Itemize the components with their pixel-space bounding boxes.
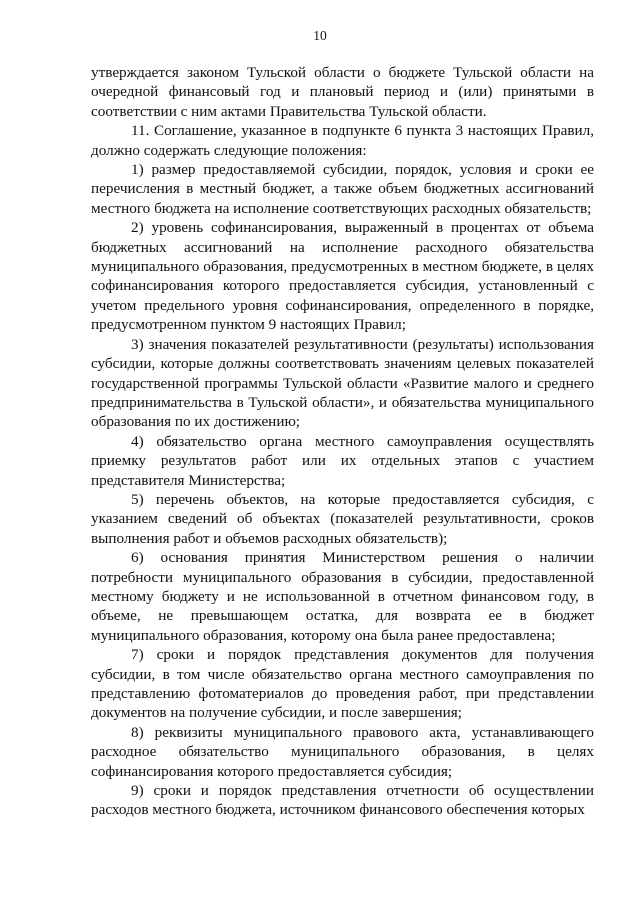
paragraph-item-8: 8) реквизиты муниципального правового акта, устанавливающего расходное обязательство муниципального образования, в целях софинансирования которого предоставляется субсидия; bbox=[91, 723, 594, 780]
paragraph-item-9: 9) сроки и порядок представления отчетности об осуществлении расходов местного бюджета, источником финансового обеспечения которых bbox=[91, 782, 594, 819]
paragraph-item-1: 1) размер предоставляемой субсидии, порядок, условия и сроки ее перечисления в местный бюджет, а также объем бюджетных ассигнований местного бюджета на исполнение соответствующих расходных обязательств; bbox=[91, 161, 594, 217]
paragraph-item-4: 4) обязательство органа местного самоуправления осуществлять приемку результатов работ или их отдельных этапов с участием представителя Министерства; bbox=[91, 432, 594, 489]
document-body bbox=[91, 63, 594, 820]
page-number: 10 bbox=[313, 28, 327, 43]
paragraph-item-5: 5) перечень объектов, на которые предоставляется субсидия, с указанием сведений об объектах (показателей результативности, сроков выполнения работ и объемов расходных обязательств); bbox=[91, 490, 594, 547]
paragraph-clause-11: 11. Соглашение, указанное в подпункте 6 пункта 3 настоящих Правил, должно содержать следующие положения: bbox=[91, 122, 594, 159]
paragraph-item-3: 3) значения показателей результативности (результаты) использования субсидии, которые должны соответствовать значениям целевых показателей государственной программы Тульской области «Развитие малого и среднего предпринимательства в Тульской области», и обязательства муниципального образования по их достижению; bbox=[91, 335, 594, 431]
paragraph-item-6: 6) основания принятия Министерством решения о наличии потребности муниципального образования в субсидии, предоставленной местному бюджету и не использованной в отчетном финансовом году, в объеме, не превышающем остатка, для возврата ее в бюджет муниципального образования, которому она была ранее предоставлена; bbox=[91, 549, 594, 644]
paragraph-item-2: 2) уровень софинансирования, выраженный в процентах от объема бюджетных ассигнований на исполнение расходного обязательства муниципального образования, предусмотренных в местном бюджете, в целях софинансирования которого предоставляется субсидия, установленный с учетом предельного уровня софинансирования, определенного в порядке, предусмотренном пунктом 9 настоящих Правил; bbox=[91, 219, 594, 334]
paragraph-continuation: утверждается законом Тульской области о бюджете Тульской области на очередной финансовый год и плановый период и (или) принятыми в соответствии с ним актами Правительства Тульской области. bbox=[91, 64, 594, 120]
paragraph-item-7: 7) сроки и порядок представления документов для получения субсидии, в том числе обязательство органа местного самоуправления по представлению фотоматериалов до проведения работ, при представлении документов на получение субсидии, и после завершения; bbox=[91, 646, 594, 722]
